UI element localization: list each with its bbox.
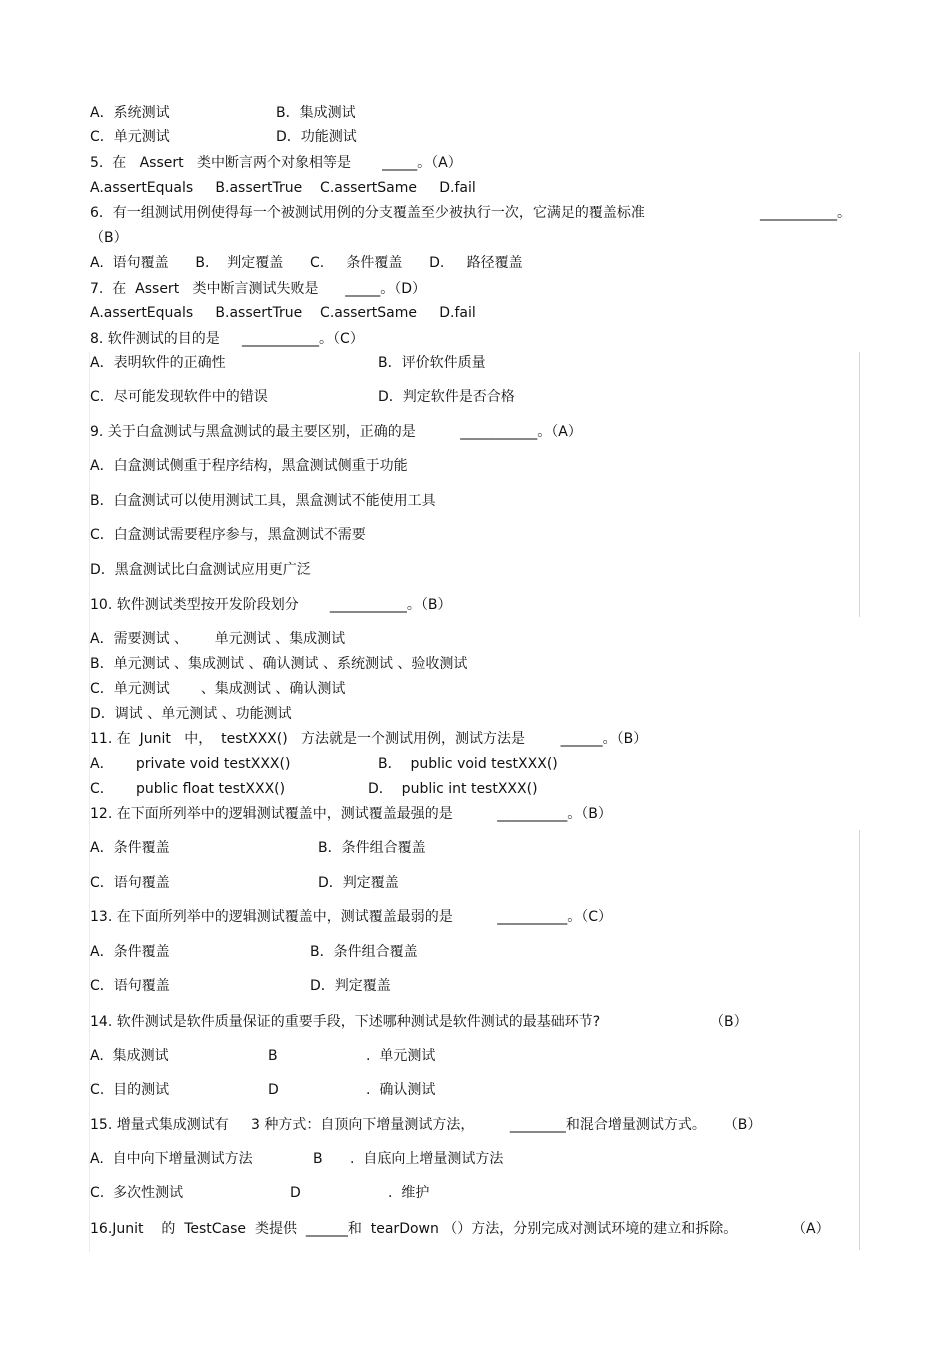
text-line-q9b: B．白盒测试可以使用测试工具，黑盒测试不能使用工具 xyxy=(90,493,436,509)
text-line-q14: 14. 软件测试是软件质量保证的重要手段，下述哪种测试是软件测试的最基础环节? xyxy=(90,1014,601,1030)
text-line-q8d: D．判定软件是否合格 xyxy=(378,389,515,405)
text-line-q13c: C．语句覆盖 xyxy=(90,978,170,994)
text-line-q13a: A．条件覆盖 xyxy=(90,944,170,960)
text-line-q15d1: D xyxy=(290,1185,301,1201)
text-line-q16: 16.Junit 的 TestCase 类提供 ______和 tearDown （）方法，分别完成对测试环境的建立和拆除。 xyxy=(90,1221,738,1237)
text-line-q10d: D．调试 、单元测试 、功能测试 xyxy=(90,706,292,722)
text-line-q8: 8. 软件测试的目的是 ___________。（C） xyxy=(90,331,364,347)
text-line-q6o: A. 语句覆盖 B. 判定覆盖 C. 条件覆盖 D. 路径覆盖 xyxy=(90,255,523,271)
text-line-q8a: A．表明软件的正确性 xyxy=(90,355,226,371)
text-line-q11c: C． public float testXXX() xyxy=(90,781,286,797)
text-line-q7: 7. 在 Assert 类中断言测试失败是 _____。（D） xyxy=(90,281,427,297)
text-line-q14d2: . 确认测试 xyxy=(366,1082,436,1098)
text-line-q10a: A．需要测试 、 单元测试 、集成测试 xyxy=(90,631,346,647)
text-line-q11a: A． private void testXXX() xyxy=(90,756,291,772)
text-line-q15d2: . 维护 xyxy=(388,1185,430,1201)
text-line-l2a: C．单元测试 xyxy=(90,129,170,145)
text-line-q8b: B．评价软件质量 xyxy=(378,355,486,371)
text-line-q12: 12. 在下面所列举中的逻辑测试覆盖中，测试覆盖最强的是 __________。（B） xyxy=(90,806,612,822)
text-line-q6ans: （B） xyxy=(90,230,128,246)
text-line-q11b: B． public void testXXX() xyxy=(378,756,558,772)
text-line-q15b2: . 自底向上增量测试方法 xyxy=(350,1151,504,1167)
text-line-q13d: D．判定覆盖 xyxy=(310,978,391,994)
right-margin-rule xyxy=(859,830,860,1250)
text-line-l2b: D．功能测试 xyxy=(276,129,357,145)
text-line-q6b: ___________。 xyxy=(760,205,851,221)
right-margin-rule xyxy=(859,352,860,617)
text-line-q14b1: B xyxy=(268,1048,278,1064)
text-line-l1b: B．集成测试 xyxy=(276,105,356,121)
text-line-q16ans: （A） xyxy=(792,1221,830,1237)
text-line-q11d: D． public int testXXX() xyxy=(368,781,538,797)
text-line-q7o: A.assertEquals B.assertTrue C.assertSame D.fail xyxy=(90,305,476,321)
text-line-q10c: C．单元测试 、集成测试 、确认测试 xyxy=(90,681,346,697)
text-line-q12b: B．条件组合覆盖 xyxy=(318,840,426,856)
text-line-q14a: A. 集成测试 xyxy=(90,1048,169,1064)
text-line-l1a: A．系统测试 xyxy=(90,105,170,121)
text-line-q14c: C. 目的测试 xyxy=(90,1082,170,1098)
text-line-q14ans: （B） xyxy=(710,1014,748,1030)
text-line-q6: 6．有一组测试用例使得每一个被测试用例的分支覆盖至少被执行一次，它满足的覆盖标准 xyxy=(90,205,645,221)
text-line-q5o: A.assertEquals B.assertTrue C.assertSame D.fail xyxy=(90,180,476,196)
text-line-q9d: D．黑盒测试比白盒测试应用更广泛 xyxy=(90,562,311,578)
text-line-q9a: A．白盒测试侧重于程序结构，黑盒测试侧重于功能 xyxy=(90,458,408,474)
text-line-q9c: C．白盒测试需要程序参与，黑盒测试不需要 xyxy=(90,527,366,543)
text-line-q13: 13. 在下面所列举中的逻辑测试覆盖中，测试覆盖最弱的是 __________。（C） xyxy=(90,909,612,925)
text-line-q5: 5. 在 Assert 类中断言两个对象相等是 _____。（A） xyxy=(90,155,462,171)
text-line-q15: 15. 增量式集成测试有 3 种方式：自顶向下增量测试方法， ________和混合增量测试方式。 （B） xyxy=(90,1117,762,1133)
text-line-q12a: A．条件覆盖 xyxy=(90,840,170,856)
text-line-q10b: B．单元测试 、集成测试 、确认测试 、系统测试 、验收测试 xyxy=(90,656,468,672)
text-line-q12c: C．语句覆盖 xyxy=(90,875,170,891)
text-line-q8c: C．尽可能发现软件中的错误 xyxy=(90,389,268,405)
text-line-q10: 10. 软件测试类型按开发阶段划分 ___________。（B） xyxy=(90,597,452,613)
text-line-q13b: B．条件组合覆盖 xyxy=(310,944,418,960)
text-line-q12d: D．判定覆盖 xyxy=(318,875,399,891)
text-line-q15c: C. 多次性测试 xyxy=(90,1185,184,1201)
text-line-q15a: A. 自中向下增量测试方法 xyxy=(90,1151,253,1167)
text-line-q14d1: D xyxy=(268,1082,279,1098)
text-line-q15b1: B xyxy=(313,1151,323,1167)
text-line-q9: 9. 关于白盒测试与黑盒测试的最主要区别，正确的是 ___________。（A） xyxy=(90,424,582,440)
text-line-q14b2: . 单元测试 xyxy=(366,1048,436,1064)
text-line-q11: 11. 在 Junit 中， testXXX() 方法就是一个测试用例，测试方法是 ______。（B） xyxy=(90,731,648,747)
